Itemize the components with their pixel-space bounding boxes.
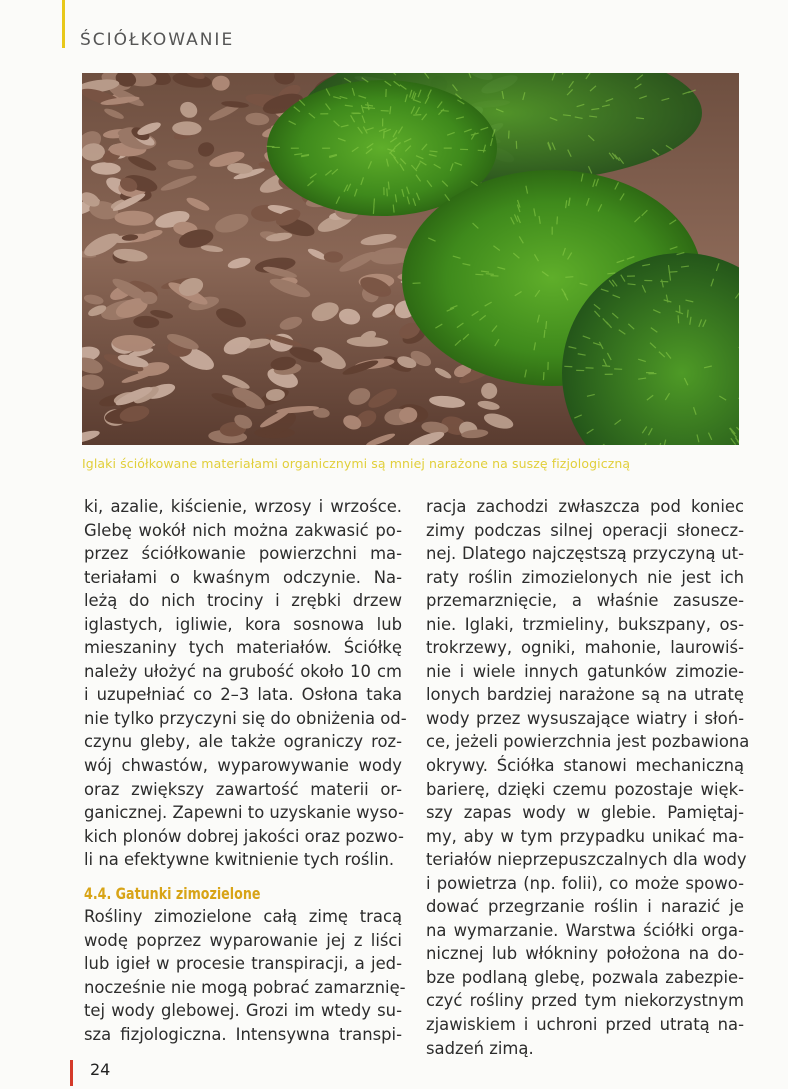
text-line: ki, azalie, kiścienie, wrzosy i wrzośce. xyxy=(84,497,402,516)
text-line: oraz zwiększy zawartość materii or- xyxy=(84,779,402,799)
text-line: iglastych, igliwie, kora sosnowa lub xyxy=(84,614,402,634)
text-line: wody przez wysuszające wiatry i słoń- xyxy=(426,708,744,728)
text-line: nocześnie nie mogą pobrać zamarznię- xyxy=(84,977,406,997)
text-line: okrywy. Ściółka stanowi mechaniczną xyxy=(426,756,744,776)
text-line: wodę poprzez wyparowanie jej z liści xyxy=(84,930,402,950)
conifer-mulch-photo xyxy=(82,73,739,445)
page-number: 24 xyxy=(90,1060,111,1079)
text-line: nej. Dlatego najczęstszą przyczyną ut- xyxy=(426,544,744,564)
text-line: czynu gleby, ale także ograniczy roz- xyxy=(84,732,402,752)
text-line: teriałów nieprzepuszczalnych dla wody xyxy=(426,850,747,870)
text-line: teriałami o kwaśnym odczynie. Na- xyxy=(84,567,402,587)
text-line: mieszaniny tych materiałów. Ściółkę xyxy=(84,638,402,658)
text-line: i powietrza (np. folii), co może spowo- xyxy=(426,873,744,893)
left-paragraph-2 xyxy=(84,905,406,1046)
right-column xyxy=(426,495,750,1060)
text-line: czyć rośliny przed tym niekorzystnym xyxy=(426,991,744,1011)
text-line: raty roślin zimozielonych nie jest ich xyxy=(426,567,744,587)
right-paragraph xyxy=(426,495,750,1060)
text-line: przemarznięcie, a właśnie zasusze- xyxy=(426,591,744,611)
text-line: Rośliny zimozielone całą zimę tracą xyxy=(84,907,402,927)
photo-caption: Iglaki ściółkowane materiałami organicznymi są mniej narażone na suszę fizjologiczną xyxy=(82,456,631,471)
text-line: barierę, dzięki czemu pozostaje więk- xyxy=(426,779,744,799)
text-line: przez ściółkowanie powierzchni ma- xyxy=(84,544,402,564)
text-line: my, aby w tym przypadku unikać ma- xyxy=(426,826,744,846)
section-subheading: 4.4. Gatunki zimozielone xyxy=(84,883,261,903)
text-line: nie. Iglaki, trzmieliny, bukszpany, os- xyxy=(426,614,744,634)
text-line: trokrzewy, ogniki, mahonie, laurowiś- xyxy=(426,638,744,658)
text-line: sza fizjologiczna. Intensywna transpi- xyxy=(84,1025,402,1045)
text-line: leżą do nich trociny i zrębki drzew xyxy=(84,591,402,611)
text-line: lub igieł w procesie transpiracji, a jed- xyxy=(84,954,402,974)
text-line: zjawiskiem i uchroni przed utratą na- xyxy=(426,1015,744,1035)
text-line: ce, jeżeli powierzchnia jest pozbawiona xyxy=(426,732,750,752)
text-line: kich plonów dobrej jakości oraz pozwo- xyxy=(84,826,404,846)
text-line: sadzeń zimą. xyxy=(426,1038,534,1058)
text-line: nie i wiele innych gatunków zimozie- xyxy=(426,661,744,681)
section-title: ŚCIÓŁKOWANIE xyxy=(80,30,235,50)
text-line: nicznej lub włókniny położona na do- xyxy=(426,944,744,964)
header-accent-bar xyxy=(62,0,65,48)
left-paragraph-1 xyxy=(84,495,407,872)
text-line: bze podlaną glebę, pozwala zabezpie- xyxy=(426,967,744,987)
text-line: li na efektywne kwitnienie tych roślin. xyxy=(84,850,395,870)
left-column xyxy=(84,495,407,1047)
text-line: wój chwastów, wyparowywanie wody xyxy=(84,756,402,776)
text-line: lonych bardziej narażone są na utratę xyxy=(426,685,744,705)
text-line: dować przegrzanie roślin i narazić je xyxy=(426,897,744,917)
text-line: zimy podczas silnej operacji słonecz- xyxy=(426,520,744,540)
text-line: tej wody glebowej. Grozi im wtedy su- xyxy=(84,1001,402,1021)
text-line: Glebę wokół nich można zakwasić po- xyxy=(84,520,402,540)
text-line: na wymarzanie. Warstwa ściółki orga- xyxy=(426,920,744,940)
photo-illustration xyxy=(82,73,739,445)
text-line: nie tylko przyczyni się do obniżenia od- xyxy=(84,708,407,728)
text-line: ganicznej. Zapewni to uzyskanie wyso- xyxy=(84,803,405,823)
text-line: i uzupełniać co 2–3 lata. Osłona taka xyxy=(84,685,402,705)
text-line: szy zapas wody w glebie. Pamiętaj- xyxy=(426,803,744,823)
page-number-marker xyxy=(70,1060,73,1086)
text-line: racja zachodzi zwłaszcza pod koniec xyxy=(426,497,744,516)
text-line: należy ułożyć na grubość około 10 cm xyxy=(84,661,402,681)
